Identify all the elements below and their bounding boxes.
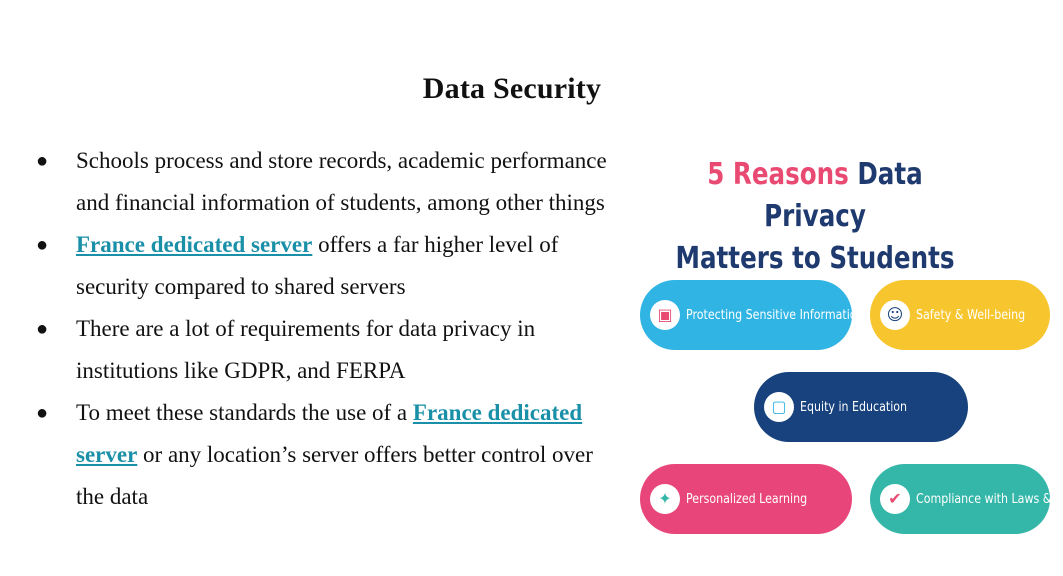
bullet-item — [36, 224, 626, 308]
bullet-dot: ● — [36, 318, 49, 340]
shield-lock-icon: ▣ — [650, 300, 680, 330]
france-dedicated-server-link[interactable]: France dedicated server — [76, 232, 313, 257]
bullet-item — [36, 308, 626, 392]
reason-label: Personalized Learning — [686, 491, 808, 507]
bullet-text: Schools process and store records, academic performance and financial information of students, among other things — [76, 148, 607, 215]
bullet-dot: ● — [36, 234, 49, 256]
slide-title: Data Security — [422, 72, 602, 105]
reason-label: Safety & Well-being — [916, 307, 1026, 323]
infographic-title-rest: Data Privacy — [764, 157, 923, 234]
bullet-text: There are a lot of requirements for data privacy in institutions like GDPR, and FERPA — [76, 316, 536, 383]
bullet-dot: ● — [36, 150, 49, 172]
reason-pill-compliance — [870, 464, 1063, 534]
bullet-text: offers a far higher level of security compared to shared servers — [76, 232, 559, 299]
bullet-text: or any location’s server offers better control over the data — [76, 442, 593, 509]
infographic-title-line2: Matters to Students — [675, 241, 955, 276]
france-dedicated-server-link[interactable]: France dedicated server — [76, 400, 583, 467]
reason-label: Protecting Sensitive Information — [686, 307, 864, 323]
infographic-title — [663, 154, 966, 280]
people-icon: ✦ — [650, 484, 680, 514]
person-icon: ☺ — [880, 300, 910, 330]
reason-pill-equity — [754, 372, 968, 442]
bullet-item — [36, 392, 626, 518]
bullet-text: To meet these standards the use of a — [76, 400, 413, 425]
bullet-list — [36, 140, 626, 518]
reason-label: Equity in Education — [800, 399, 908, 415]
reason-pill-safety — [870, 280, 1050, 350]
bullet-dot: ● — [36, 402, 49, 424]
screen-icon: ▢ — [764, 392, 794, 422]
infographic-image — [630, 140, 1063, 550]
reason-pill-personalized — [640, 464, 852, 534]
infographic-title-accent: 5 Reasons — [707, 157, 849, 192]
bullet-item — [36, 140, 626, 224]
reason-pill-protecting — [640, 280, 864, 350]
check-badge-icon: ✔ — [880, 484, 910, 514]
reason-label: Compliance with Laws & R — [916, 491, 1063, 507]
